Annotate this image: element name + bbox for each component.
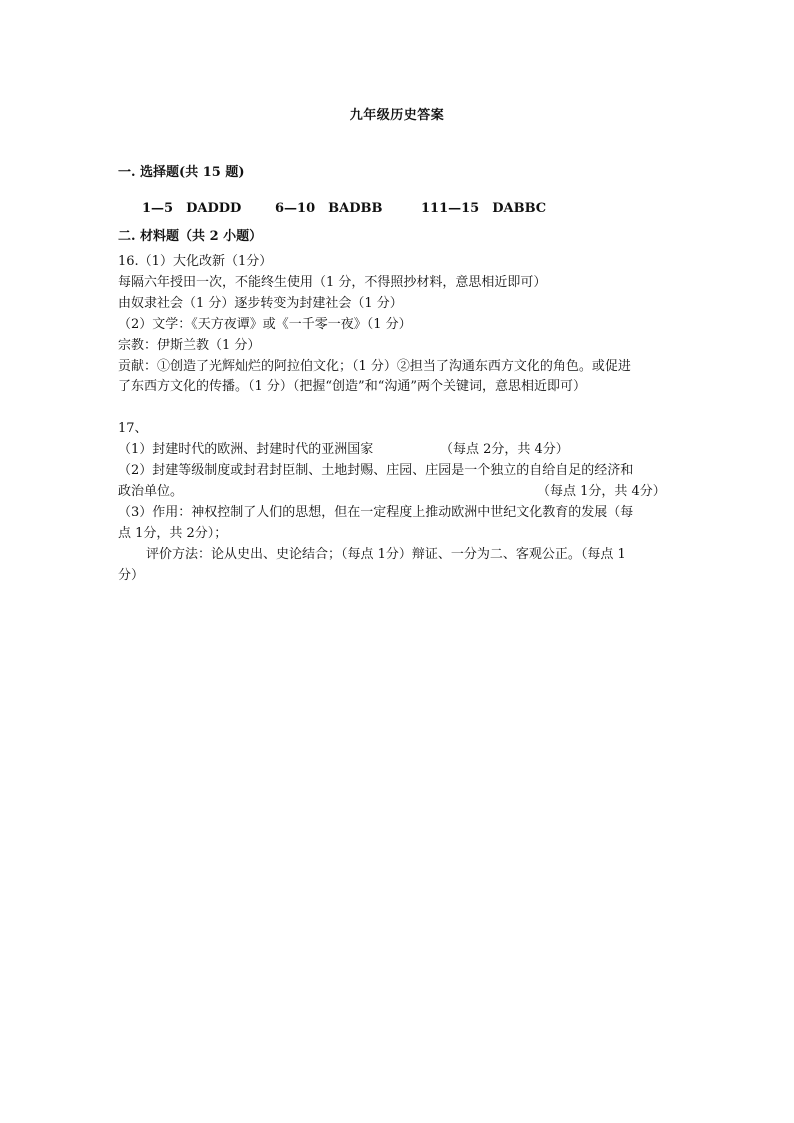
answers-1-5: 1—5 DADDD	[142, 201, 242, 216]
q16-line-7: 了东西方文化的传播。（1 分）（把握“创造”和“沟通”两个关键词，意思相近即可）	[118, 379, 586, 394]
q16-line-4: （2）文学：《天方夜谭》或《一千零一夜》（1 分）	[118, 317, 412, 332]
q16-line-2: 每隔六年授田一次，不能终生使用（1 分，不得照抄材料，意思相近即可）	[118, 275, 547, 290]
answers-6-10: 6—10 BADBB	[275, 201, 383, 216]
q17-line-1: （1）封建时代的欧洲、封建时代的亚洲国家	[118, 442, 374, 457]
answers-11-15: 111—15 DABBC	[421, 201, 547, 216]
section-material-heading: 二. 材料题（共 2 小题）	[118, 229, 263, 244]
q17-line-3-score: （每点 1分，共 4分）	[537, 484, 666, 499]
q16-line-1: 16.（1）大化改新（1分）	[118, 254, 273, 269]
q16-line-3: 由奴隶社会（1 分）逐步转变为封建社会（1 分）	[118, 296, 403, 311]
q17-line-3: 政治单位。	[118, 484, 184, 499]
q16-line-5: 宗教：伊斯兰教（1 分）	[118, 338, 261, 353]
page-title: 九年级历史答案	[349, 108, 445, 123]
choice-answers-row	[142, 197, 546, 216]
q17-line-4: （3）作用：神权控制了人们的思想，但在一定程度上推动欧洲中世纪文化教育的发展（每	[118, 505, 634, 520]
q17-number: 17、	[118, 421, 148, 436]
q17-line-1-score: （每点 2分，共 4分）	[440, 442, 569, 457]
q17-line-5: 点 1分，共 2分）；	[118, 526, 228, 541]
q17-line-6: 评价方法：论从史出、史论结合；（每点 1分）辩证、一分为二、客观公正。（每点 1	[146, 547, 626, 562]
section-choice-heading: 一. 选择题(共 15 题)	[118, 165, 245, 180]
q17-line-7: 分）	[118, 568, 145, 583]
q17-line-2: （2）封建等级制度或封君封臣制、土地封赐、庄园、庄园是一个独立的自给自足的经济和	[118, 463, 634, 478]
q16-line-6: 贡献：①创造了光辉灿烂的阿拉伯文化；（1 分）②担当了沟通东西方文化的角色。或促进	[118, 359, 631, 374]
